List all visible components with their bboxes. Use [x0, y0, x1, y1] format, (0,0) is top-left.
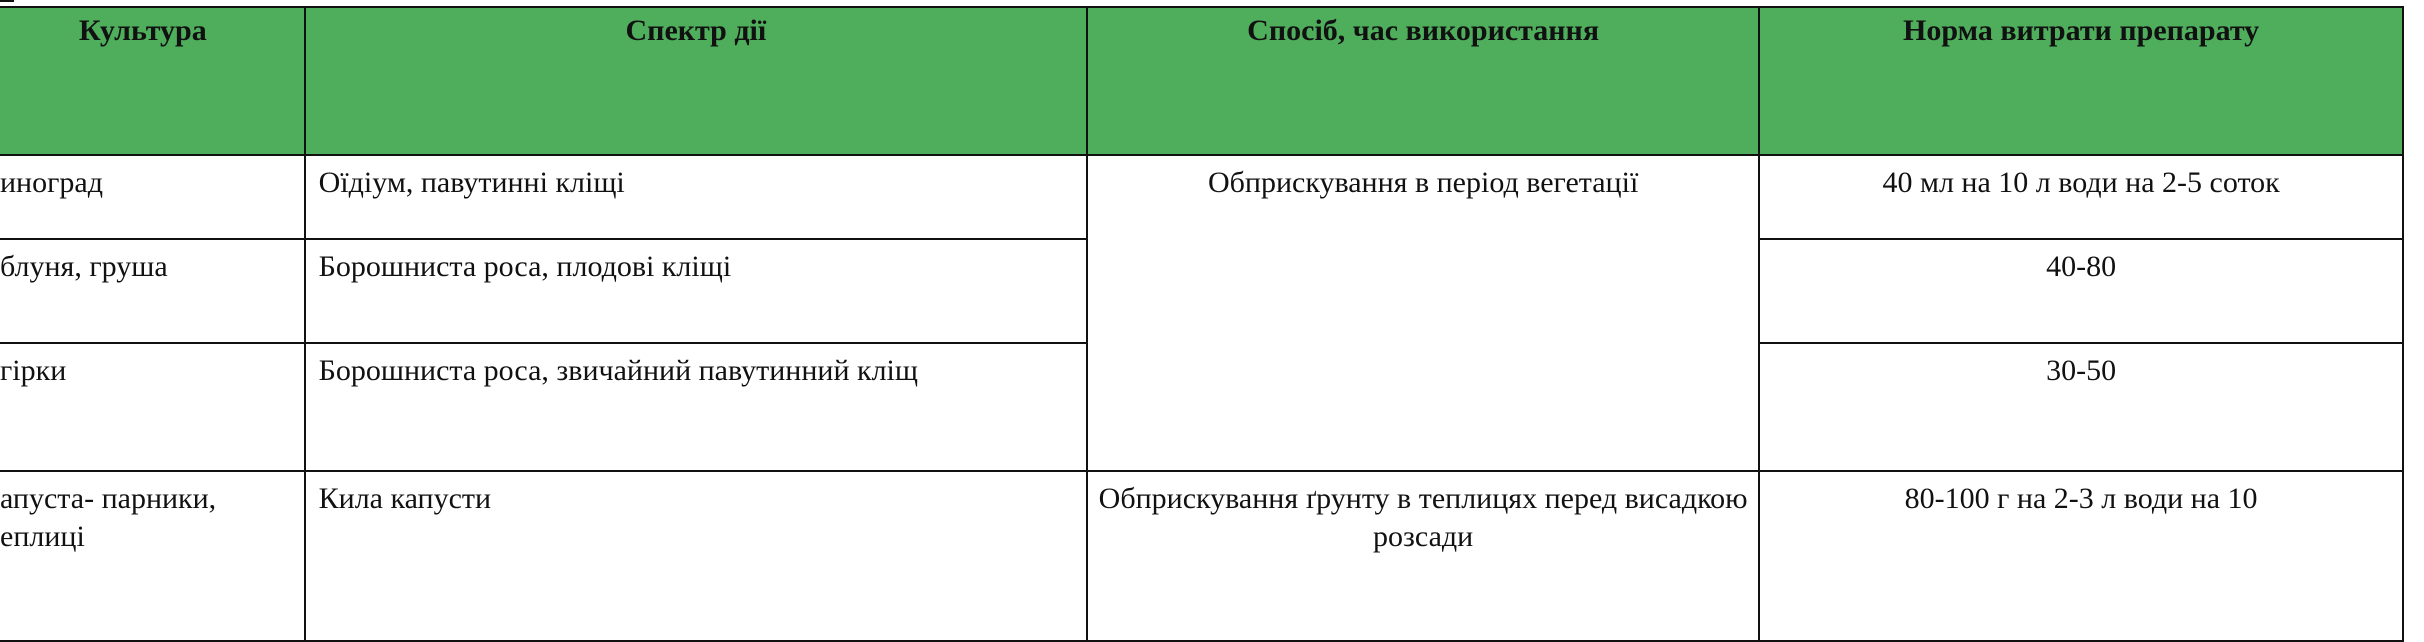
cell-crop: иноград: [0, 155, 305, 239]
cell-method: Обприскування ґрунту в теплицях перед висадкою розсади: [1087, 471, 1759, 641]
table-row: [0, 471, 2403, 641]
cell-crop: блуня, груша: [0, 239, 305, 343]
cell-rate: 40-80: [1759, 239, 2403, 343]
cell-crop: гірки: [0, 343, 305, 471]
table-caption-fragment: [0, 0, 14, 2]
header-spectrum: Спектр дії: [305, 7, 1087, 155]
table-row: [0, 155, 2403, 239]
cell-rate: 30-50: [1759, 343, 2403, 471]
cell-spectrum: Кила капусти: [305, 471, 1087, 641]
cell-spectrum: Оїдіум, павутинні кліщі: [305, 155, 1087, 239]
pesticide-usage-table: [0, 6, 2404, 642]
cell-spectrum: Борошниста роса, звичайний павутинний кліщ: [305, 343, 1087, 471]
cell-rate: 80-100 г на 2-3 л води на 10: [1759, 471, 2403, 641]
header-culture: Культура: [0, 7, 305, 155]
cell-crop: апуста- парники, еплиці: [0, 471, 305, 641]
cell-method: Обприскування в період вегетації: [1087, 155, 1759, 471]
header-method: Спосіб, час використання: [1087, 7, 1759, 155]
cell-spectrum: Борошниста роса, плодові кліщі: [305, 239, 1087, 343]
header-rate: Норма витрати препарату: [1759, 7, 2403, 155]
cell-rate: 40 мл на 10 л води на 2-5 соток: [1759, 155, 2403, 239]
table-header-row: [0, 7, 2403, 155]
